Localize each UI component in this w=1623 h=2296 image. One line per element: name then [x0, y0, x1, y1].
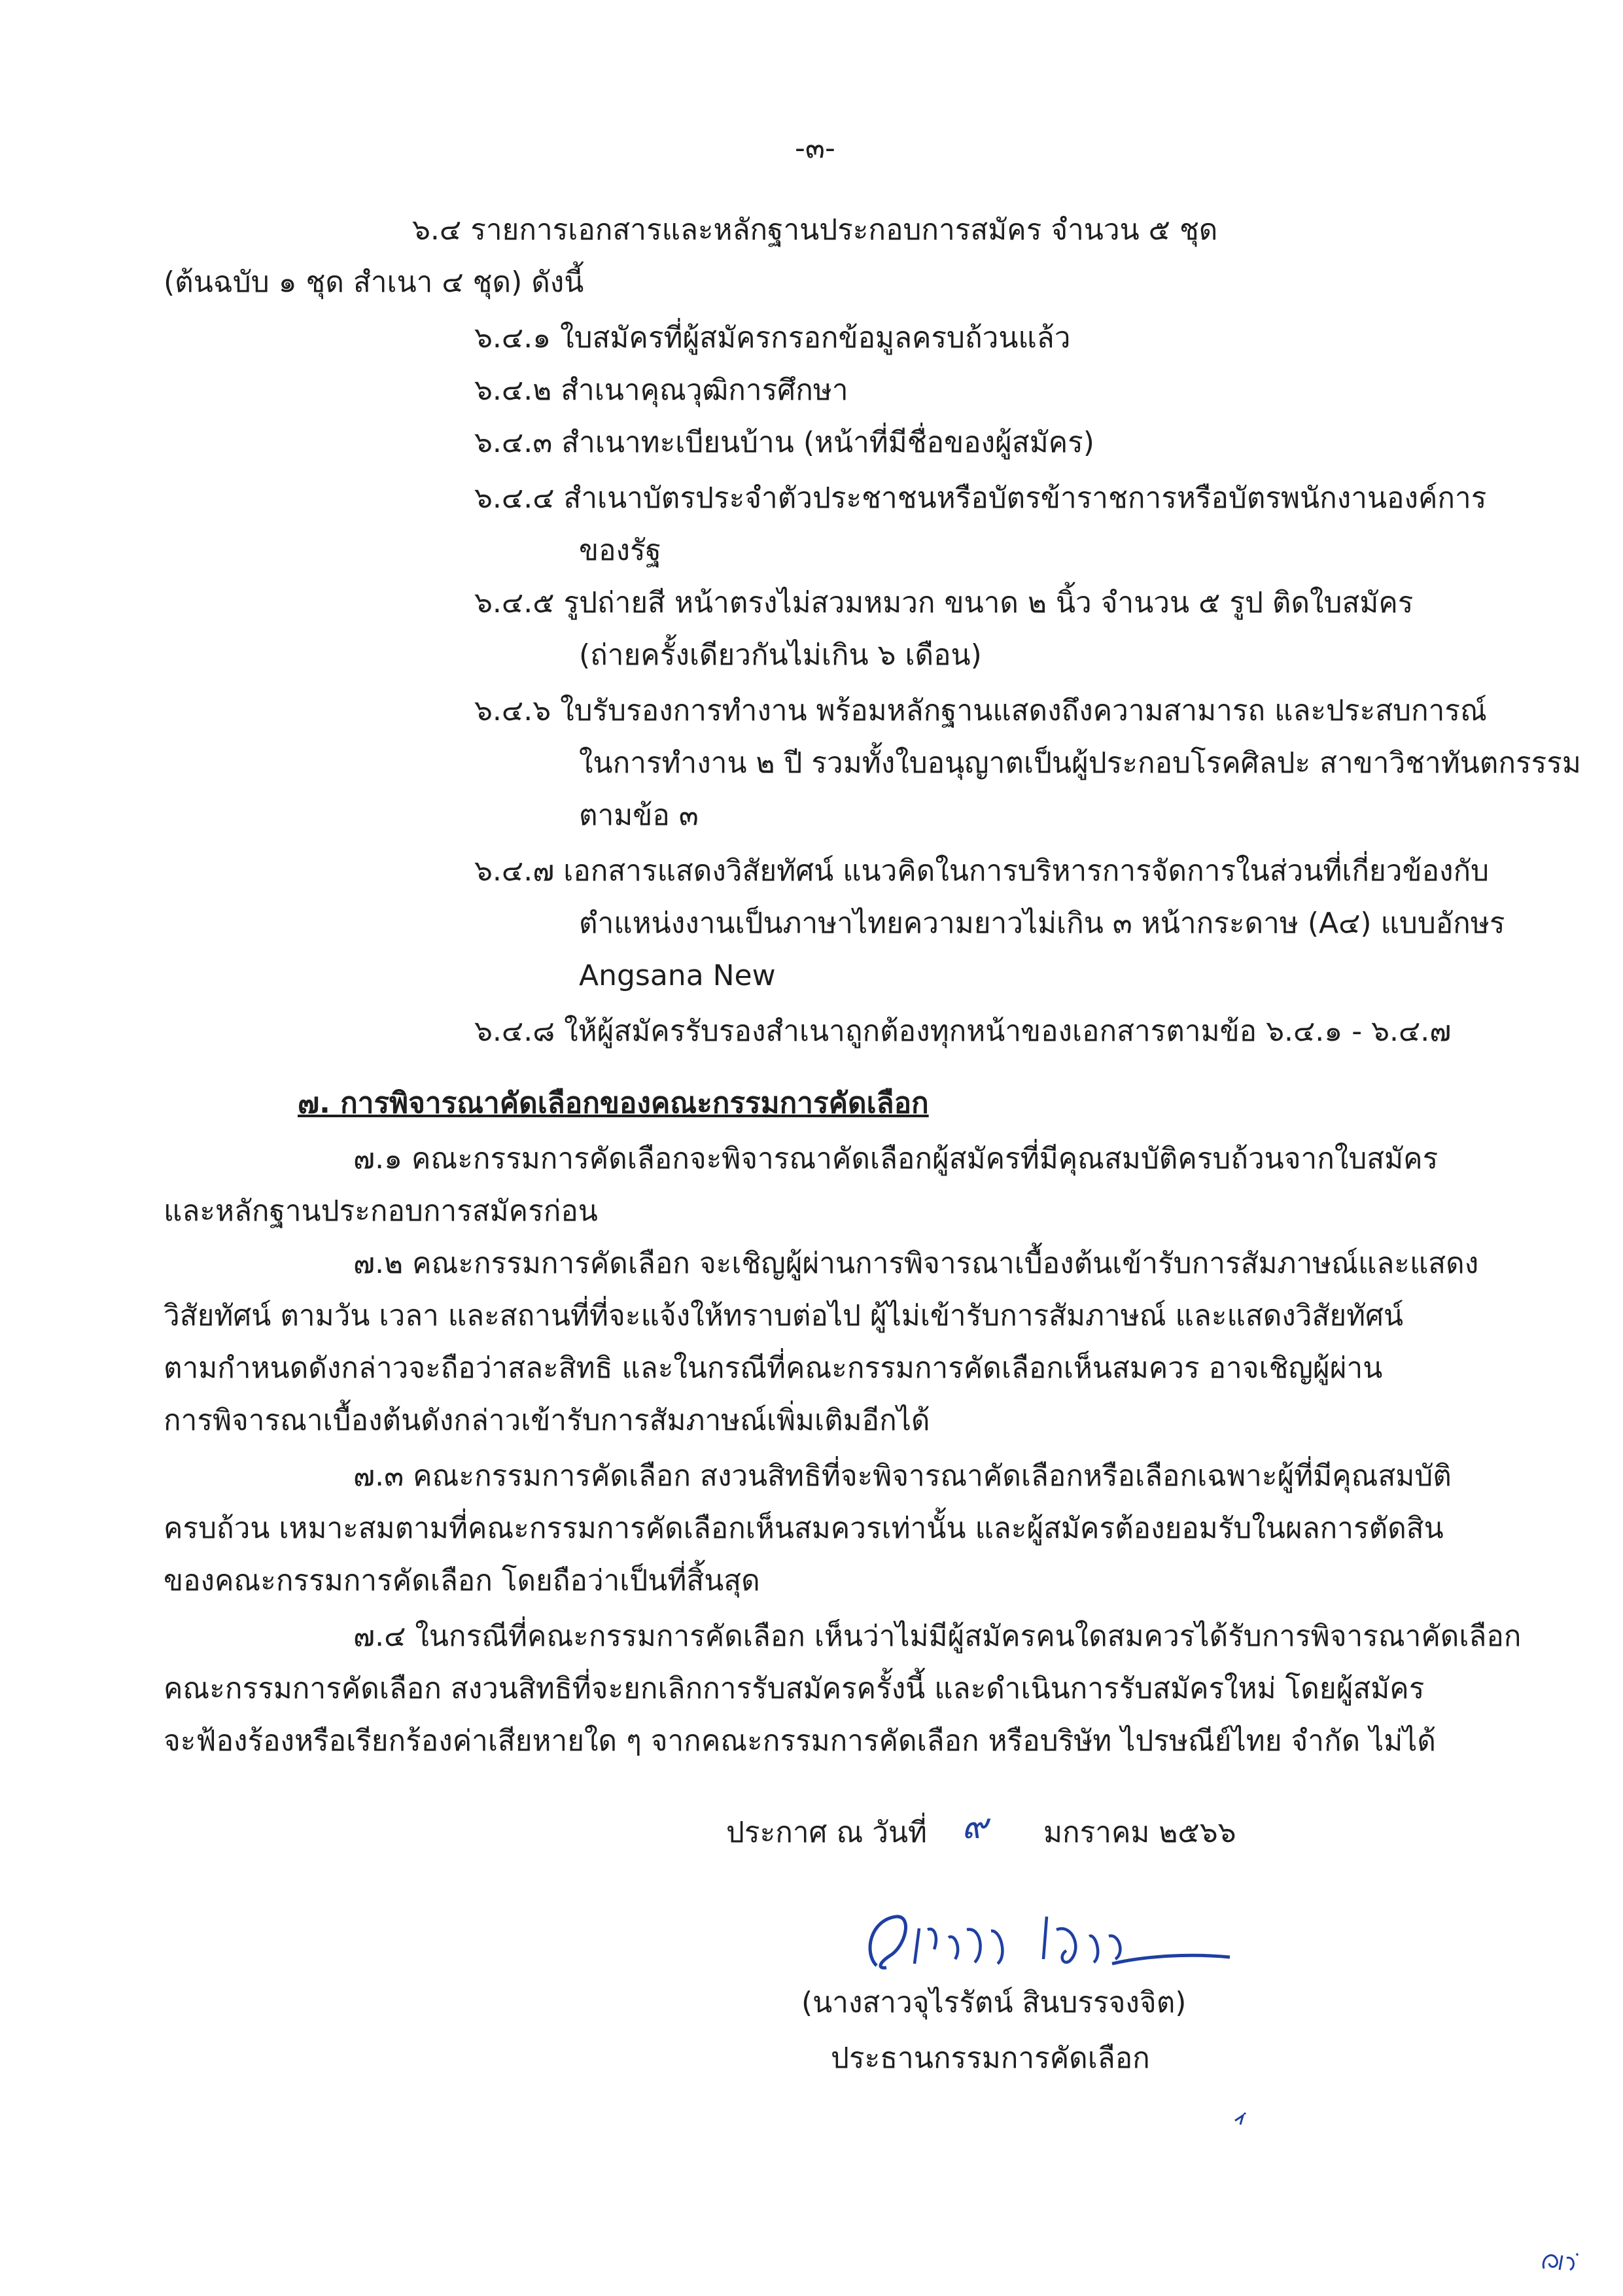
- section-7-line-11: คณะกรรมการคัดเลือก สงวนสิทธิที่จะยกเลิกการรับสมัครครั้งนี้ และดำเนินการรับสมัครใหม่ โดยผู้สมัคร: [164, 1672, 1425, 1705]
- section-7-line-10: ๗.๔ ในกรณีที่คณะกรรมการคัดเลือก เห็นว่าไม่มีผู้สมัครคนใดสมควรได้รับการพิจารณาคัดเลือก: [353, 1620, 1522, 1653]
- list-item-6-4-2: ๖.๔.๒ สำเนาคุณวุฒิการศึกษา: [474, 374, 848, 407]
- list-item-6-4-4-cont: ของรัฐ: [579, 534, 661, 567]
- list-item-6-4-7: ๖.๔.๗ เอกสารแสดงวิสัยทัศน์ แนวคิดในการบริหารการจัดการในส่วนที่เกี่ยวข้องกับ: [474, 854, 1490, 888]
- list-item-6-4-3: ๖.๔.๓ สำเนาทะเบียนบ้าน (หน้าที่มีชื่อของผู้สมัคร): [474, 426, 1094, 459]
- list-item-6-4-7-cont-2: Angsana New: [579, 959, 776, 992]
- list-item-6-4-5-cont: (ถ่ายครั้งเดียวกันไม่เกิน ๖ เดือน): [579, 638, 982, 672]
- list-item-6-4-7-cont-1: ตำแหน่งงานเป็นภาษาไทยความยาวไม่เกิน ๓ หน้ากระดาษ (A๔) แบบอักษร: [579, 907, 1505, 940]
- section-7-line-8: ครบถ้วน เหมาะสมตามที่คณะกรรมการคัดเลือกเห็นสมควรเท่านั้น และผู้สมัครต้องยอมรับในผลการตัดสิน: [164, 1512, 1444, 1545]
- list-item-6-4-6: ๖.๔.๖ ใบรับรองการทำงาน พร้อมหลักฐานแสดงถึงความสามารถ และประสบการณ์: [474, 694, 1487, 727]
- section-7-line-4: วิสัยทัศน์ ตามวัน เวลา และสถานที่ที่จะแจ้งให้ทราบต่อไป ผู้ไม่เข้ารับการสัมภาษณ์ และแสดงวิสัยทัศน์: [164, 1299, 1404, 1332]
- list-item-6-4-4: ๖.๔.๔ สำเนาบัตรประจำตัวประชาชนหรือบัตรข้าราชการหรือบัตรพนักงานองค์การ: [474, 481, 1487, 515]
- signatory-position: ประธานกรรมการคัดเลือก: [831, 2042, 1150, 2075]
- section-7-line-7: ๗.๓ คณะกรรมการคัดเลือก สงวนสิทธิที่จะพิจารณาคัดเลือกหรือเลือกเฉพาะผู้ที่มีคุณสมบัติ: [353, 1459, 1452, 1493]
- list-item-6-4-6-cont-2: ตามข้อ ๓: [579, 799, 699, 832]
- section-7-line-1: ๗.๑ คณะกรรมการคัดเลือกจะพิจารณาคัดเลือกผู้สมัครที่มีคุณสมบัติครบถ้วนจากใบสมัคร: [353, 1142, 1439, 1175]
- corner-initial-mark: [1537, 2244, 1583, 2276]
- section-7-heading: ๗. การพิจารณาคัดเลือกของคณะกรรมการคัดเลือก: [298, 1087, 929, 1120]
- handwritten-signature: [850, 1890, 1243, 1989]
- announcement-prefix: ประกาศ ณ วันที่: [726, 1816, 928, 1849]
- section-7-line-5: ตามกำหนดดังกล่าวจะถือว่าสละสิทธิ และในกรณีที่คณะกรรมการคัดเลือกเห็นสมควร อาจเชิญผู้ผ่าน: [164, 1351, 1383, 1385]
- list-item-6-4-6-cont-1: ในการทำงาน ๒ ปี รวมทั้งใบอนุญาตเป็นผู้ประกอบโรคศิลปะ สาขาวิชาทันตกรรรม: [579, 746, 1581, 780]
- section-7-line-6: การพิจารณาเบื้องต้นดังกล่าวเข้ารับการสัมภาษณ์เพิ่มเติมอีกได้: [164, 1404, 930, 1437]
- initial-mark: [1230, 2106, 1256, 2132]
- section-6-4-title: ๖.๔ รายการเอกสารและหลักฐานประกอบการสมัคร จำนวน ๕ ชุด: [412, 213, 1218, 247]
- announcement-day: ๙: [962, 1805, 988, 1847]
- section-7-line-2: และหลักฐานประกอบการสมัครก่อน: [164, 1194, 598, 1228]
- list-item-6-4-1: ๖.๔.๑ ใบสมัครที่ผู้สมัครกรอกข้อมูลครบถ้วนแล้ว: [474, 321, 1071, 355]
- section-7-line-3: ๗.๒ คณะกรรมการคัดเลือก จะเชิญผู้ผ่านการพิจารณาเบื้องต้นเข้ารับการสัมภาษณ์และแสดง: [353, 1247, 1479, 1280]
- section-6-4-subtitle: (ต้นฉบับ ๑ ชุด สำเนา ๔ ชุด) ดังนี้: [164, 266, 584, 299]
- list-item-6-4-5: ๖.๔.๕ รูปถ่ายสี หน้าตรงไม่สวมหมวก ขนาด ๒ นิ้ว จำนวน ๕ รูป ติดใบสมัคร: [474, 586, 1414, 619]
- page-number: -๓-: [795, 131, 835, 165]
- section-7-line-12: จะฟ้องร้องหรือเรียกร้องค่าเสียหายใด ๆ จากคณะกรรมการคัดเลือก หรือบริษัท ไปรษณีย์ไทย จำกัด ไม่ได้: [164, 1724, 1437, 1758]
- list-item-6-4-8: ๖.๔.๘ ให้ผู้สมัครรับรองสำเนาถูกต้องทุกหน้าของเอกสารตามข้อ ๖.๔.๑ - ๖.๔.๗: [474, 1015, 1452, 1048]
- announcement-month-year: มกราคม ๒๕๖๖: [1043, 1816, 1236, 1849]
- section-7-line-9: ของคณะกรรมการคัดเลือก โดยถือว่าเป็นที่สิ้นสุด: [164, 1564, 760, 1597]
- signatory-name: (นางสาวจุไรรัตน์ สินบรรจงจิต): [801, 1986, 1187, 2019]
